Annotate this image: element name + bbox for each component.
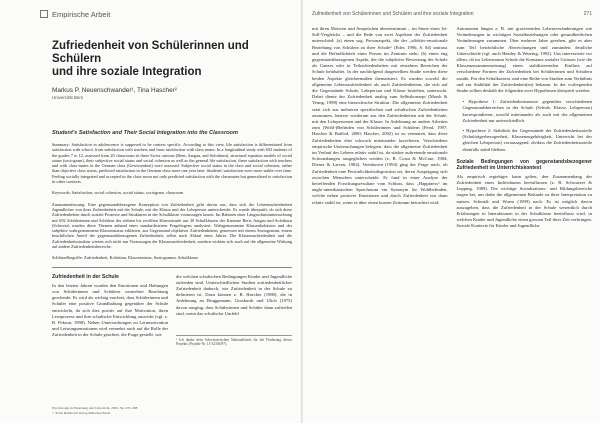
section-marker-icon	[40, 10, 48, 18]
summary-german: Zusammenfassung: Eine gegenstandsbezogene Konzeption von Zufriedenheit geht davon aus, dass sich die Lebenszufriedenheit Jugendlicher von ihrer Zufriedenheit mit der Schule, mit der Klasse und der Lehrperson unterscheidet. Es wurde überprüft, ob sich diese Zufriedenheiten durch soziale Prozesse und Strukturen in der Schulklasse voraussagen lassen. Im Rahmen einer Längsschnittuntersuchung mit 692 Schülerinnen und Schülern der siebten bis zwölften Klassenstufe aus 30 Schulklassen der Kantone Bern, Aargau und Solothurn (Schweiz) wurden diese Themen anhand eines standardisierten Fragebogens analysiert. Wahrgenommene Klassenkohäsion und der subjektiv wahrgenommene Klassenstatus erklärten, aus Gegenstand objektiver Zufriedenheiten, gemessen mit einem Soziogramm, einem beachtlichen Anteil der gegenstandsbezogenen Zufriedenheit, selbst nach Ablauf eines Jahres. Die Klassenzufriedenheit und die Zufriedenheitsstruktur wiesen sich nicht nur Voraussagen der Klassenzufriedenheit, sondern wirkten sich auch auf die allgemeine Wirkung auf andere Zufriedenheitsbereiche.	[52, 201, 292, 250]
subsection-heading: Soziale Bedingungen von gegenstandsbezogener Zufriedenheit im Unterrichtskontext	[456, 158, 592, 171]
paragraph: mit ihren Motiven und Ansprüchen übereinstimmt – im Sinne eines Ist-Soll-Vergleichs – und die Rede von zwei Aspekten der Zufriedenheit unterschied: (a) einen sog. Personaspekt, die der „affektiv-emotionale Beziehung von Schülern zu ihrer Schule“ (Eder, 1996, S. 84) umfasst und die Befindlichkeit eines Person im Zentrum steht; (b) einen eng gegenstandsbezogenen Aspekt, der die subjektive Bewertung der Schule als Ganzes oder in Teilzufriedenheiten mit einzelnen Bereichen der Schule beinhaltet. In der nachfolgend dargestellten Studie werden diese beiden Aspekte gleichermaßen thematisiert. Es wurden sowohl die allgemeine Lebenszufriedenheit als auch Zufriedenheiten, die sich auf die Gegenstände Schule, Lehrperson und Klasse beziehen, untersucht. Dabei diente der Zufriedenheit analog zum Selbstkonzept (Marsh & Yeung, 1998) eine hierarchische Struktur: Die allgemeine Zufriedenheit setzt sich aus mehreren spezifischen und schulischen Zufriedenheiten zusammen, letztere wiederum aus den Zufriedenheiten mit der Schule, mit den Lehrpersonen und der Klasse. In Anlehnung an andere Arbeiten zum (Wohl-)Befinden von Schülerinnen und Schülern (Fend, 1997; Hascher & Baillod, 2000; Hascher, 2002) ist zu vermuten, dass diese Zufriedenheiten eher schwach miteinander korrelieren. Verschiedene empirische Untersuchungen belegten, dass die allgemeine Zufriedenheit im Verlauf des Lebens relativ stabil ist, da stärker auftretende emotionale Schwankungen ausgeglichen werden (z. B. Costa & McCrae, 1984; Diener & Larsen, 1984). Veenhoven (1994) ging der Frage nach, ob Zufriedenheit eine Persönlichkeitsdisposition sei, deren Ausprägung sich zwischen Menschen unterscheide. Er fand in einer Analyse der betreffenden Forschungsresultate vom Schluss, dass „Happiness“ im anglo-amerikanischen Sprachraum ein Synonym für Wohlbefinden, welche neben positiver Emotionen und durch Zufriedenheit nur dann relativ stabil ist, wenn es über einen kurzen Zeitraum betrachtet wird.	[312, 26, 448, 205]
paragraph: In den letzten Jahren wurden den Emotionen und Haltungen von Schülerinnen und Schülern vermehrte Beachtung geschenkt. Es wird als wichtig erachtet, dass Schülerinnen und Schüler eine positive Grundhaltung gegenüber der Schule entwickeln, da sich dies positiv auf ihre Motivation, ihren Lernprozess und ihre schulische Entwicklung auswirkt (vgl. z. B. Pekrun, 1998). Neben Untersuchungen zu Lernmotivation und Leistungsemotionen wird vermehrt auch auf die Rolle der Zufriedenheit in der Schule geachtet, die Frage gestellt, wie	[52, 282, 168, 338]
hypothesis-2: • Hypothese 2: Stabilität der Gegenstände der Zufriedenheitsurteile (Schulträgerbezogenheit, Klassenzugehörigkeit, Unterricht bei der gleichen Lehrperson) voraussagend, ob/dass die Zufriedenheitsurteile ebenfalls stabil bleiben.	[462, 128, 592, 152]
keywords-english: Keywords: Satisfaction, social cohesion, social status, sociogram, classroom	[52, 190, 184, 196]
running-header-left	[40, 8, 292, 20]
section-heading: Zufriedenheit in der Schule	[52, 273, 119, 280]
body-column-4	[457, 26, 593, 234]
divider	[52, 267, 292, 268]
hypotheses-list	[457, 99, 593, 153]
footnote: ¹ Ich danke dem Schweizerischen Nationalfonds für die Förderung dieses Projekts (Projekt-Nr. 11-52336/97).	[176, 335, 292, 347]
paragraph: Als empirisch ergiebiger kann gelten, den Zusammenhang der Zufriedenheit eines Individuums beeinflussen (z. B. Schwarzer & Lepping, 1989). Die wichtige Sozialisations- und Bildungsbereiche tragen bei, um dafür die allgemeinen Befunde zu ihrer Interpretation zu nutzen. Schmidt und Wurm (1999) nach. Es ist möglich davon auszugehen, dass die Zufriedenheit in der Schule wesentlich durch Erfahrungen in Interaktionen in der Schulklasse beeinflusst wird, in welchen Kinder und Jugendliche einen grossen Teil ihrer Zeit verbringen. Soziale Kontexte für Kinder und Jugendliche	[456, 173, 592, 229]
running-header-right	[312, 8, 592, 20]
english-title: Student's Satisfaction and Their Social Integration into the Classroom	[52, 130, 238, 136]
hypothesis-1: • Hypothese 1: Zufriedenheitsmasse gegenüber verschiedenen Gegenstandsbereichen in der Schule (Schule, Klasse, Lehrperson) korrespondieren; sowohl miteinander als auch mit der allgemeinen Zufriedenheit nur unterschiedlich.	[462, 99, 592, 123]
summary-english: Summary: Satisfaction in adolescence is supposed to be context specific. According to this view, life satisfaction is differentiated from satisfaction with school, from satisfaction with teachers and from satisfaction with class mates. In a longitudinal study with 692 students of the grades 7 to 12, assessed from 20 classrooms in three Swiss cantons (Bern, Aargau, and Solothurn), structural equation models of social status (sociogram), their subjective social status and social cohesion as well as the general life satisfaction, these satisfaction with teachers and with class-mates in the German class (Gewissenheit) were assessed. Subjective social status in the class and social cohesion, rather than objective class status, predicted satisfaction in the German class more one year later. Students' satisfaction were more stable over time. Feeling socially integrated and accepted in the class-room not only predicted satisfaction with the classmates but generalized to satisfaction in other contexts.	[52, 142, 292, 185]
authors: Markus P. Neuenschwander¹, Tina Hascher²	[52, 87, 177, 94]
right-page	[302, 0, 600, 423]
body-columns-right	[312, 26, 592, 234]
section-label: Empirische Arbeit	[52, 9, 111, 19]
page-number: 271	[583, 11, 592, 17]
running-title: Zufriedenheit von Schülerinnen und Schülern und ihre soziale Integration	[312, 11, 474, 17]
journal-citation: Psychologie in Erziehung und Unterricht, 2002, 50, 270–288 © Ernst Reinhardt Verlag München Basel	[52, 406, 138, 415]
article-title: Zufriedenheit von Schülerinnen und Schülern und ihre soziale Integration	[52, 40, 249, 78]
body-column-3	[312, 26, 448, 234]
keywords-german: Schlüsselbegriffe: Zufriedenheit, Kohäsion, Klassenstatus, Soziogramm, Schulklasse	[52, 255, 199, 261]
paragraph: die welchen schulischen Bedingungen Kinder und Jugendliche zufrieden sind. Unterschiedlichen Studien zufriedenheitlicher Zufriedenheit dadurch, wie Zufriedenheit in der Schule zu definieren ist. Dazu können z. B. Haecker (1980), die in Anlehnung an Bruggemann, Groskurth und Ulich (1975) davon ausging, dass Schülerinnen und Schüler dann zufrieden sind, wenn das schulische Umfeld	[176, 273, 292, 316]
body-column-2	[176, 274, 292, 347]
paragraph: Autonomen längen z. B. mit gravierenden Lebensveränderungen wie Veränderungen in wichtigen Sozialbeziehungen oder gesundheitlichen Veränderungen zusammen. Über mehrere Jahre gesehen, gibt es aber zum Teil beträchtliche Abweichungen und zumindest deutliche Unterschiede (vgl. auch Headey & Wearing, 1992). Uns interessierte vor allem, ob im Lebensraum Schule die Konstanz sozialer Grössen (wie die Klassenzusammensetzung) einen stabilisierenden Einfluss auf verschiedene Formen der Zufriedenheit bei Schülerinnen und Schülern ausübt. Für den Schulkontext sind eine Reihe von Studien zum Verhältnis und zur Stabilität der Zufriedenheit(en) bekannt. In der vorliegenden Studie sollten deshalb die folgenden zwei Hypothesen überprüft werden:	[456, 26, 592, 94]
body-column-1	[52, 274, 168, 347]
body-columns-left	[52, 274, 292, 347]
affiliation: Universität Bern	[52, 95, 84, 100]
